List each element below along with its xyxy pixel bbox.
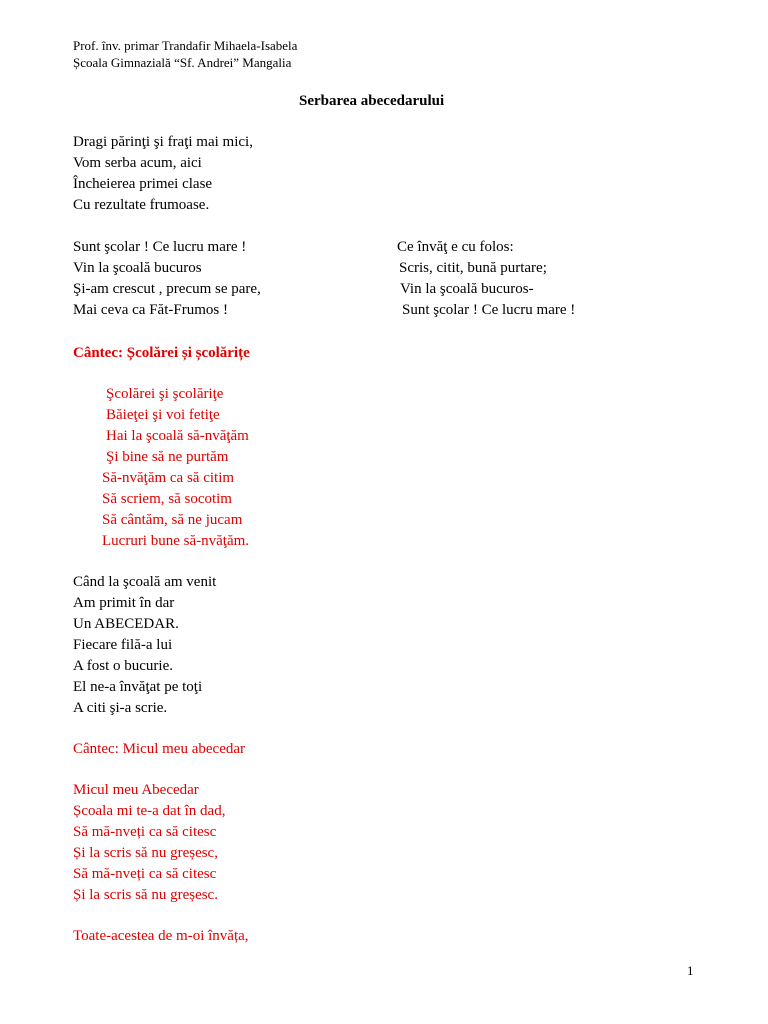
- song1-line: Să cântăm, să ne jucam: [102, 512, 243, 528]
- song1-line: Hai la şcoală să-nvăţăm: [106, 428, 249, 444]
- page-number: 1: [687, 963, 694, 978]
- verse2-line: A fost o bucurie.: [73, 658, 173, 674]
- song2-line: Să mă-nveți ca să citesc: [73, 866, 217, 882]
- author-line: Prof. înv. primar Trandafir Mihaela-Isabela: [73, 38, 298, 53]
- intro-line: Cu rezultate frumoase.: [73, 197, 210, 213]
- page-title: Serbarea abecedarului: [299, 93, 445, 109]
- school-line: Școala Gimnazială “Sf. Andrei” Mangalia: [73, 55, 292, 70]
- verse-left-line: Sunt şcolar ! Ce lucru mare !: [73, 239, 247, 255]
- song1-line: Să scriem, să socotim: [102, 491, 232, 507]
- song2-line: Să mă-nveți ca să citesc: [73, 824, 217, 840]
- verse2-line: Când la şcoală am venit: [73, 574, 217, 590]
- verse2-line: El ne-a învăţat pe toţi: [73, 679, 203, 695]
- song1-line: Băieţei şi voi fetiţe: [106, 407, 220, 423]
- closing-line: Toate-acestea de m-oi învăța,: [73, 928, 249, 944]
- verse-right-line: Ce învăţ e cu folos:: [397, 239, 514, 255]
- verse-right-line: Vin la şcoală bucuros-: [400, 281, 534, 297]
- song2-title: Cântec: Micul meu abecedar: [73, 741, 246, 757]
- song1-line: Şcolărei şi şcolăriţe: [106, 386, 224, 402]
- verse2-line: Fiecare filă-a lui: [73, 637, 173, 653]
- song2-line: Și la scris să nu greșesc,: [73, 845, 218, 861]
- verse2-line: A citi şi-a scrie.: [73, 700, 168, 716]
- song1-line: Să-nvăţăm ca să citim: [102, 470, 235, 486]
- intro-line: Încheierea primei clase: [73, 176, 213, 192]
- song1-title: Cântec: Școlărei și școlărițe: [73, 345, 250, 361]
- verse-right-line: Sunt şcolar ! Ce lucru mare !: [402, 302, 576, 318]
- verse2-line: Un ABECEDAR.: [73, 616, 179, 632]
- verse-left-line: Mai ceva ca Făt-Frumos !: [73, 302, 228, 318]
- verse2-line: Am primit în dar: [73, 595, 175, 611]
- song2-line: Micul meu Abecedar: [73, 782, 199, 798]
- intro-line: Vom serba acum, aici: [73, 155, 202, 171]
- verse-right-line: Scris, citit, bună purtare;: [399, 260, 547, 276]
- verse-left-line: Şi-am crescut , precum se pare,: [73, 281, 261, 297]
- intro-line: Dragi părinţi şi fraţi mai mici,: [73, 134, 253, 150]
- song1-line: Lucruri bune să-nvăţăm.: [102, 533, 250, 549]
- verse-left-line: Vin la şcoală bucuros: [73, 260, 202, 276]
- song2-line: Și la scris să nu greșesc.: [73, 887, 218, 903]
- song2-line: Școala mi te-a dat în dad,: [73, 803, 226, 819]
- song1-line: Şi bine să ne purtăm: [106, 449, 229, 465]
